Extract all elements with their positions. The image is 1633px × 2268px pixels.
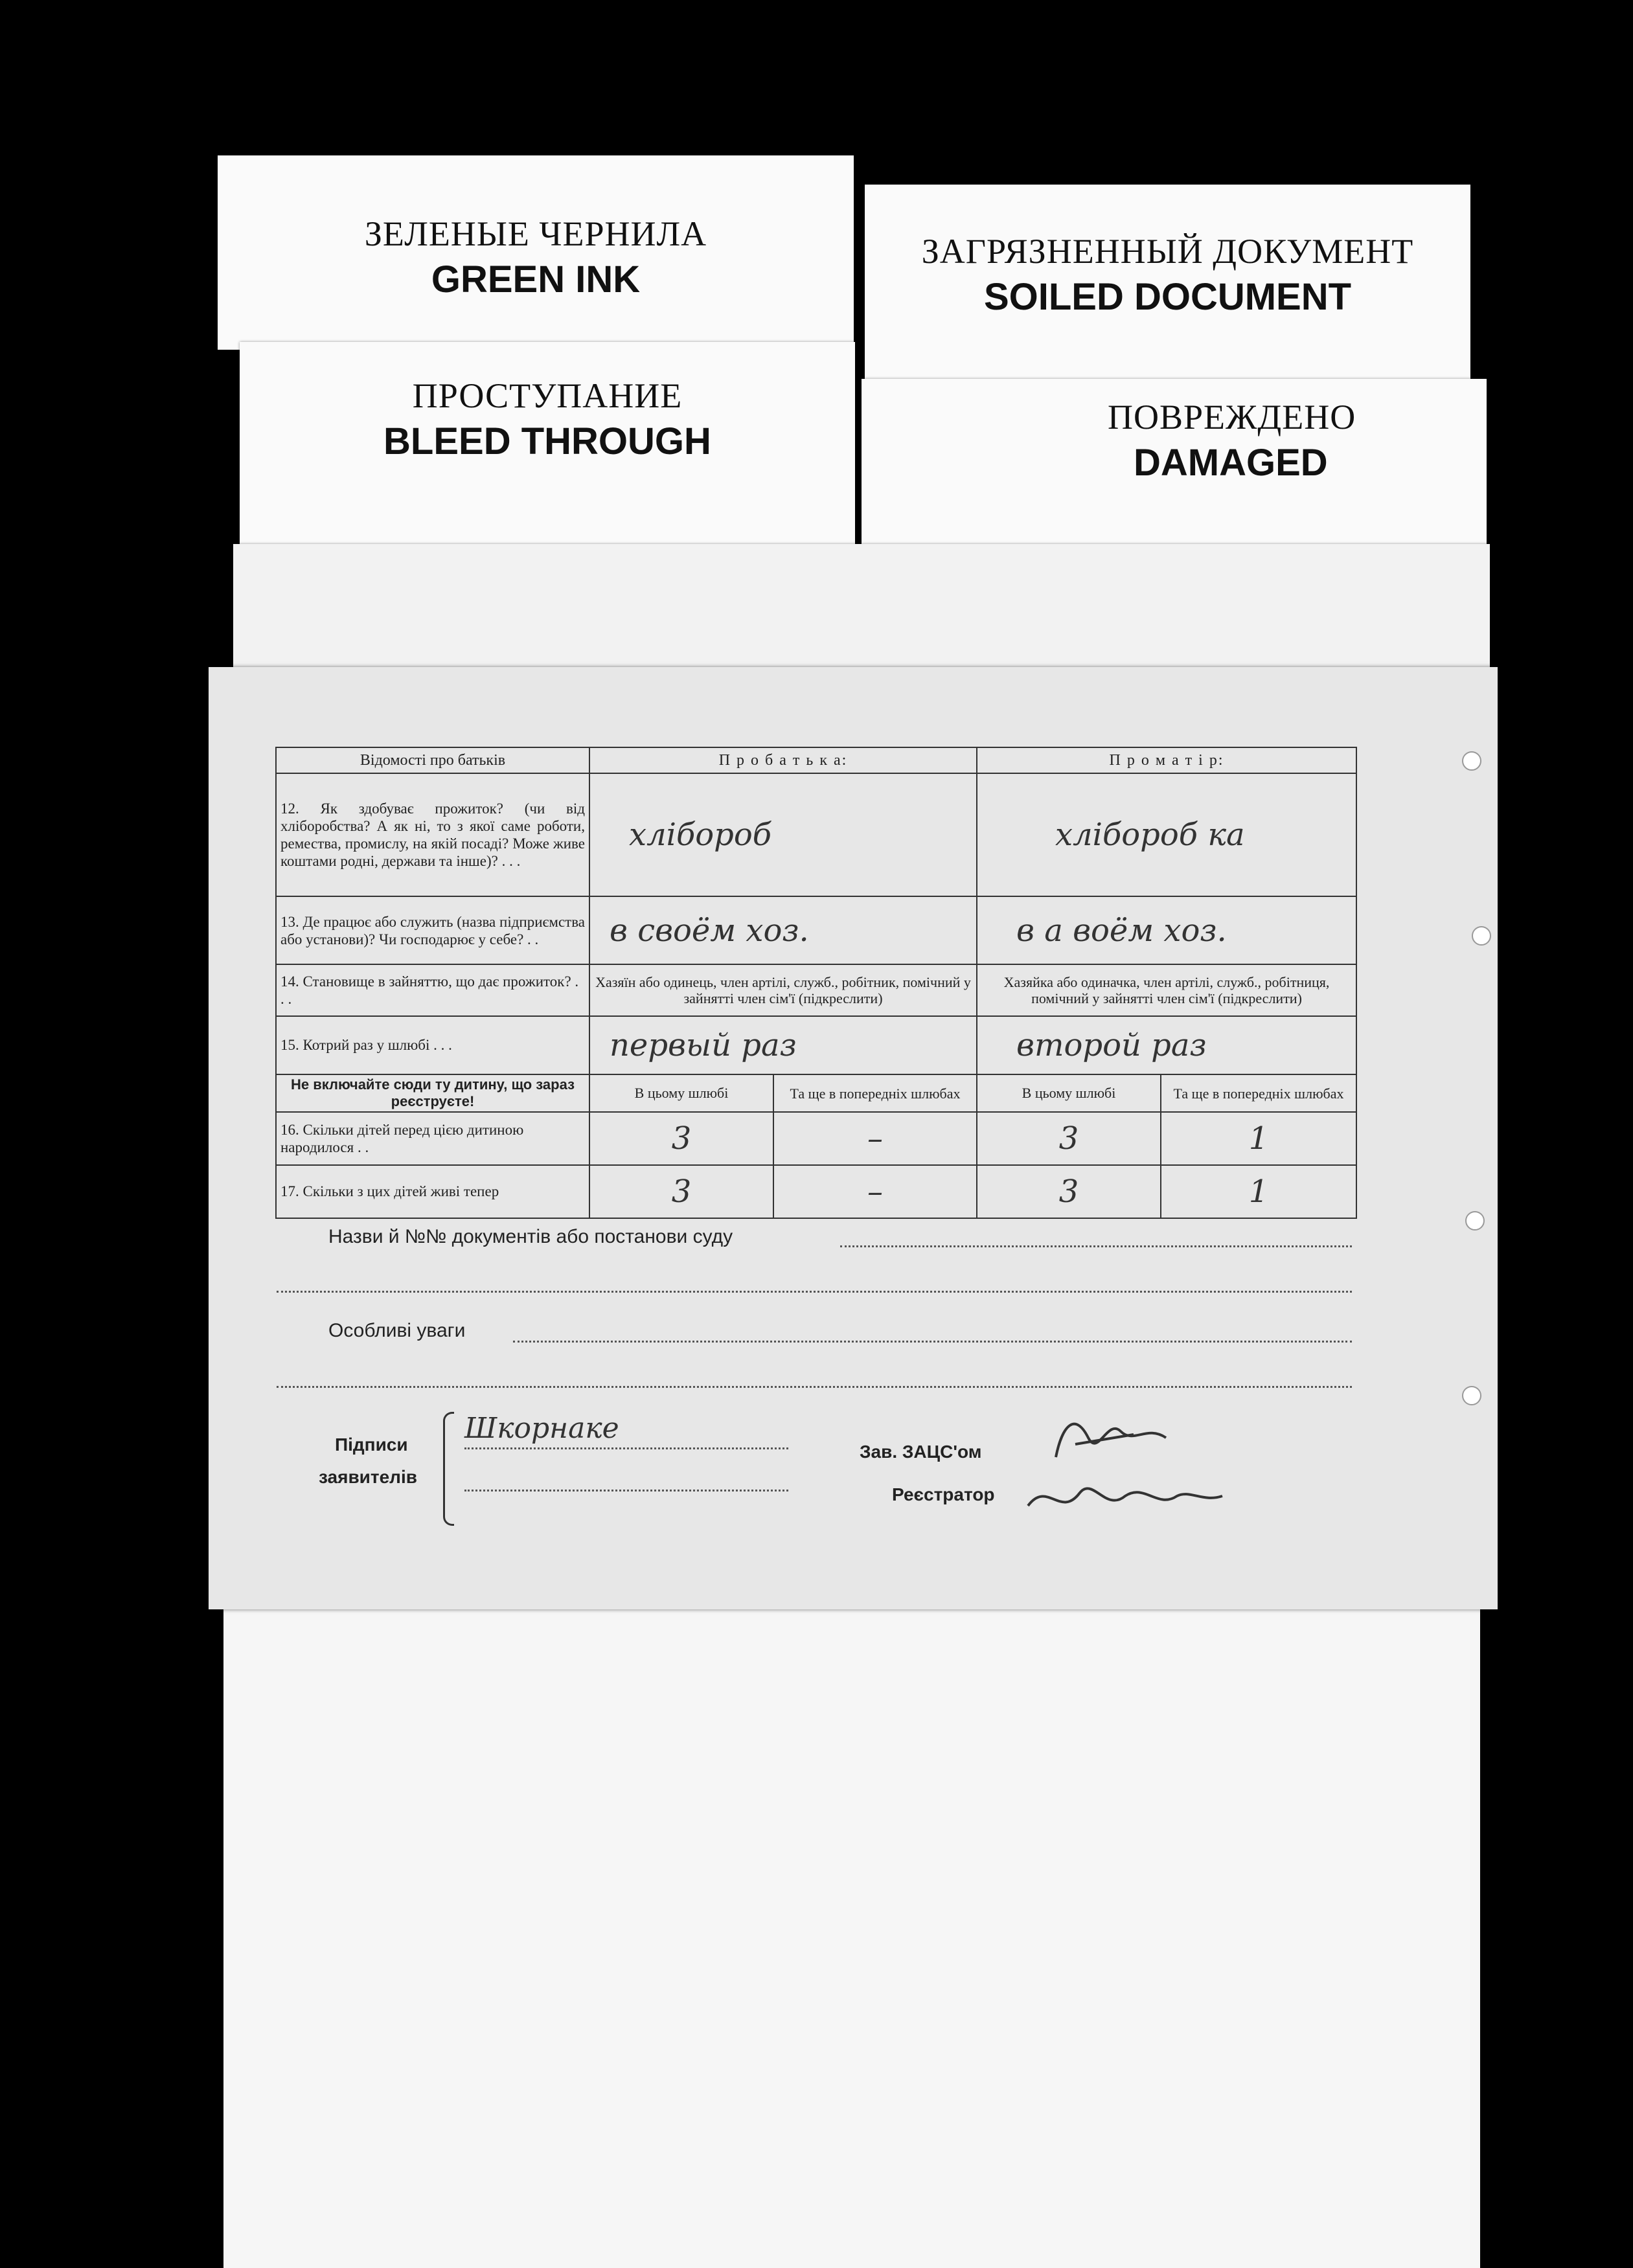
row-13-label: 13. Де працює або служить (назва підприємства або установи)? Чи господарює у себе? . . [276,896,589,964]
signatures-label-2: заявителів [319,1467,417,1487]
remarks-label: Особливі уваги [328,1320,466,1341]
row-17-father-prev: – [773,1165,977,1218]
blank-card [233,544,1490,674]
punch-hole-3 [1465,1211,1485,1230]
row-15-label: 15. Котрий раз у шлюбі . . . [276,1016,589,1074]
header-father-cell: П р о б а т ь к а: [589,747,977,773]
head-of-registry-label: Зав. ЗАЦС'ом [860,1442,982,1462]
row-15-mother-value: второй раз [977,1016,1356,1074]
father-this-marriage-header: В цьому шлюбі [589,1074,773,1112]
children-note: Не включайте сюди ту дитину, що зараз реєструєте! [276,1074,589,1112]
remarks-line-2 [277,1386,1352,1388]
mother-this-marriage-header: В цьому шлюбі [977,1074,1161,1112]
header-mother-cell: П р о м а т і р: [977,747,1356,773]
documents-line-1 [840,1245,1352,1247]
row-17-father-this: 3 [589,1165,773,1218]
card-damaged-ru: ПОВРЕЖДЕНО [1108,398,1356,437]
documents-line-2 [277,1291,1352,1293]
registrar-label: Реєстратор [892,1484,995,1504]
table-header-row [276,747,1356,773]
row-13-mother-value: в а воём хоз. [977,896,1356,964]
row-17-label: 17. Скільки з цих дітей живі тепер [276,1165,589,1218]
row-12-label: 12. Як здобуває прожиток? (чи від хліборобства? А як ні, то з якої саме роботи, ремества, промислу, на якій посаді? Може живе коштами родні, держави та інше)? . . . [276,773,589,896]
row-16-father-prev: – [773,1112,977,1165]
row-17-mother-prev: 1 [1161,1165,1356,1218]
card-bleed-ru: ПРОСТУПАНИЕ [412,376,683,415]
father-prev-marriages-header: Та ще в попередніх шлюбах [773,1074,977,1112]
row-15-marriage-count [276,1016,1356,1074]
row-17-children-alive [276,1165,1356,1218]
row-17-mother-this: 3 [977,1165,1161,1218]
card-bleed-through [240,342,855,565]
mother-prev-marriages-header: Та ще в попередніх шлюбах [1161,1074,1356,1112]
applicant-signature: Шкорнаке [464,1412,619,1445]
row-14-father-value: Хазяїн або одинець, член артілі, служб., робітник, помічний у зайнятті член сім'ї (підкреслити) [589,964,977,1016]
card-soiled-document [865,185,1470,398]
row-12-livelihood [276,773,1356,896]
row-16-label: 16. Скільки дітей перед цією дитиною народилося . . [276,1112,589,1165]
card-damaged-en: DAMAGED [1134,442,1328,484]
row-15-father-value: первый раз [589,1016,977,1074]
row-12-mother-value: хлібороб ка [977,773,1356,896]
row-13-father-value: в своём хоз. [589,896,977,964]
card-soiled-ru: ЗАГРЯЗНЕННЫЙ ДОКУМЕНТ [921,232,1414,271]
signatures-label-1: Підписи [335,1435,408,1455]
row-16-mother-prev: 1 [1161,1112,1356,1165]
card-green-ink-ru: ЗЕЛЕНЫЕ ЧЕРНИЛА [364,214,707,253]
remarks-line-1 [513,1341,1352,1343]
documents-label: Назви й №№ документів або постанови суду [328,1226,733,1247]
row-13-workplace [276,896,1356,964]
header-info-cell: Відомості про батьків [276,747,589,773]
row-16-mother-this: 3 [977,1112,1161,1165]
signature-bracket [443,1412,454,1526]
head-signature [1036,1399,1192,1477]
children-subheader-row [276,1074,1356,1112]
card-green-ink [218,155,854,350]
punch-hole-1 [1462,751,1481,771]
applicant-line-1 [464,1447,788,1449]
row-16-father-this: 3 [589,1112,773,1165]
backing-sheet [223,1600,1480,2268]
card-green-ink-en: GREEN INK [431,258,641,301]
card-bleed-en: BLEED THROUGH [383,420,711,462]
row-14-label: 14. Становище в зайняттю, що дає прожиток? . . . [276,964,589,1016]
registrar-signature [1022,1467,1229,1525]
applicant-line-2 [464,1490,788,1491]
punch-hole-2 [1472,926,1491,946]
row-14-mother-value: Хазяйка або одиначка, член артілі, служб., робітниця, помічний у зайнятті член сім'ї (підкреслити) [977,964,1356,1016]
card-soiled-en: SOILED DOCUMENT [983,276,1352,318]
row-12-father-value: хлібороб [589,773,977,896]
card-damaged [862,379,1487,544]
parents-table [275,747,1357,1219]
row-16-children-born [276,1112,1356,1165]
row-14-employment-status [276,964,1356,1016]
punch-hole-4 [1462,1386,1481,1405]
registration-form [209,667,1498,1609]
